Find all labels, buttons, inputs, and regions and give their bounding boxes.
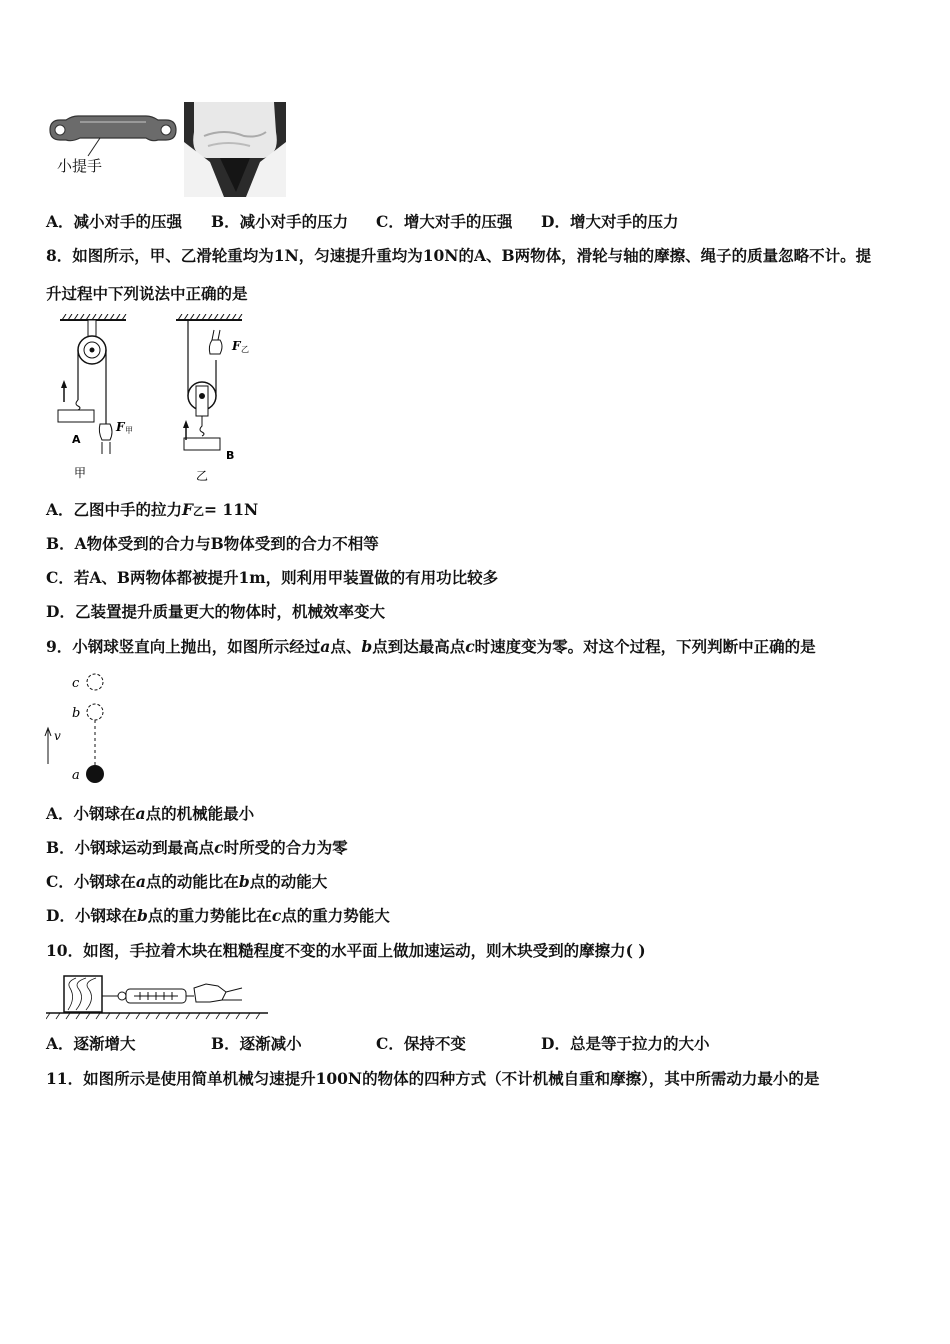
q9-b-var: c xyxy=(214,838,224,857)
q9-option-b[interactable] xyxy=(46,838,348,858)
q9-stem-b: b xyxy=(361,637,373,656)
q10-option-d[interactable]: D．总是等于拉力的大小 xyxy=(541,1034,710,1053)
yi-label: 乙 xyxy=(196,469,209,483)
q7-option-b[interactable]: B．减小对手的压力 xyxy=(211,212,349,231)
point-c-label: c xyxy=(72,676,80,691)
point-b-label: b xyxy=(72,706,81,721)
q9-c-var1: a xyxy=(135,872,146,891)
q9-option-c[interactable] xyxy=(46,872,327,892)
block-a-label: A xyxy=(72,433,81,446)
friction-figure xyxy=(46,970,268,1020)
q8-option-c[interactable]: C．若A、B两物体都被提升1m，则利用甲装置做的有用功比较多 xyxy=(46,568,499,587)
q9-c-part2: 点的动能比在 xyxy=(145,872,239,891)
q9-a-var: a xyxy=(135,804,146,823)
q9-c-part3: 点的动能大 xyxy=(249,872,328,891)
q7-option-a[interactable]: A．减小对手的压强 xyxy=(46,212,183,231)
q7-option-c[interactable]: C．增大对手的压强 xyxy=(376,212,513,231)
q8-stem-line1: 8．如图所示，甲、乙滑轮重均为1N，匀速提升重均为10N的A、B两物体，滑轮与轴的摩擦、绳子的质量忽略不计。提 xyxy=(46,246,872,265)
q8-stem-line2: 升过程中下列说法中正确的是 xyxy=(46,284,248,303)
q8-option-a-prefix: A．乙图中手的拉力 xyxy=(46,500,183,519)
force-jia-label: F xyxy=(116,420,125,434)
q9-stem-part2: 点、 xyxy=(330,637,362,656)
q9-d-part2: 点的重力势能比在 xyxy=(147,906,272,925)
q9-stem xyxy=(46,637,816,657)
q7-option-d[interactable]: D．增大对手的压力 xyxy=(541,212,679,231)
q8-option-a-suffix: = 11N xyxy=(204,500,259,519)
q9-stem-part1: 9．小钢球竖直向上抛出，如图所示经过 xyxy=(46,637,321,656)
q9-d-var1: b xyxy=(136,906,148,925)
force-yi-label: F xyxy=(232,339,241,353)
q9-a-part2: 点的机械能最小 xyxy=(145,804,255,823)
q9-stem-a: a xyxy=(320,637,331,656)
q9-stem-part4: 时速度变为零。对这个过程，下列判断中正确的是 xyxy=(474,637,816,656)
q9-c-part1: C．小钢球在 xyxy=(46,872,136,891)
q9-option-d[interactable] xyxy=(46,906,390,926)
q8-option-b[interactable]: B．A物体受到的合力与B物体受到的合力不相等 xyxy=(46,534,379,553)
q10-option-a[interactable]: A．逐渐增大 xyxy=(46,1034,136,1053)
q9-d-part3: 点的重力势能大 xyxy=(281,906,390,925)
velocity-label: v xyxy=(54,729,61,743)
block-b-label: B xyxy=(226,449,235,462)
point-a-label: a xyxy=(72,768,80,783)
q8-option-a-sub: 乙 xyxy=(193,505,205,518)
q9-c-var2: b xyxy=(238,872,250,891)
q8-option-a[interactable] xyxy=(46,500,258,522)
handle-label: 小提手 xyxy=(57,157,103,175)
pulley-figure xyxy=(52,314,262,486)
force-jia-sub: 甲 xyxy=(125,426,133,435)
q9-stem-c: c xyxy=(465,637,475,656)
q9-a-part1: A．小钢球在 xyxy=(46,804,136,823)
q9-d-part1: D．小钢球在 xyxy=(46,906,137,925)
q10-option-b[interactable]: B．逐渐减小 xyxy=(211,1034,302,1053)
q9-stem-part3: 点到达最高点 xyxy=(372,637,466,656)
q9-d-var2: c xyxy=(271,906,282,925)
q8-option-d[interactable]: D．乙装置提升质量更大的物体时，机械效率变大 xyxy=(46,602,385,621)
ball-figure xyxy=(40,668,120,792)
force-yi-sub: 乙 xyxy=(241,345,249,354)
jia-label: 甲 xyxy=(74,466,87,480)
q9-b-part2: 时所受的合力为零 xyxy=(223,838,348,857)
handle-figure xyxy=(44,108,184,188)
q9-option-a[interactable] xyxy=(46,804,254,824)
q10-stem: 10．如图，手拉着木块在粗糙程度不变的水平面上做加速运动，则木块受到的摩擦力( ) xyxy=(46,941,646,960)
q11-stem: 11．如图所示是使用简单机械匀速提升100N的物体的四种方式（不计机械自重和摩擦），其中所需动力最小的是 xyxy=(46,1069,820,1088)
hand-photo-figure xyxy=(184,102,286,197)
q8-option-a-f: F xyxy=(182,500,194,519)
q10-option-c[interactable]: C．保持不变 xyxy=(376,1034,466,1053)
q9-b-part1: B．小钢球运动到最高点 xyxy=(46,838,215,857)
